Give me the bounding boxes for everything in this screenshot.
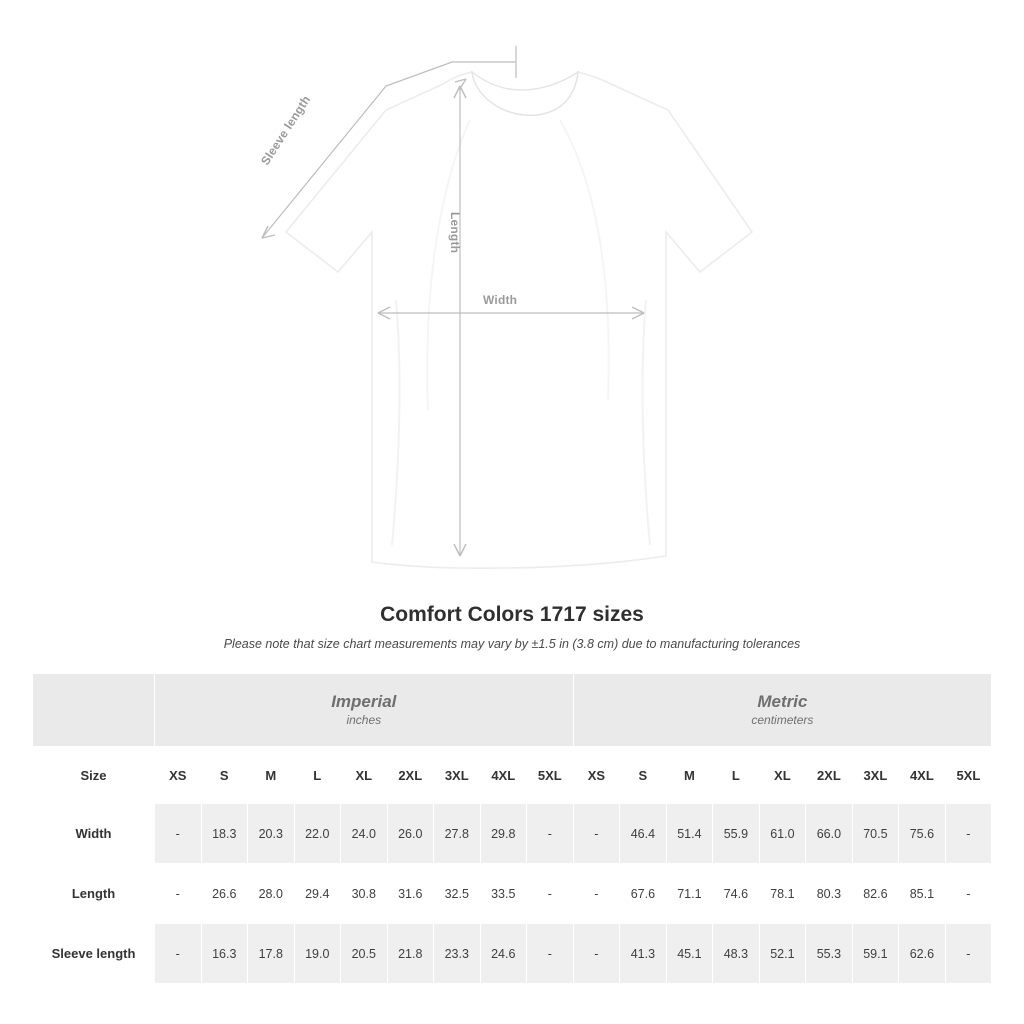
cell-length-imperial-l: 29.4 bbox=[294, 864, 341, 924]
size-col-imperial-s: S bbox=[201, 747, 248, 804]
size-col-imperial-m: M bbox=[248, 747, 295, 804]
cell-sleeve-metric-4xl: 62.6 bbox=[899, 924, 946, 984]
cell-width-imperial-xl: 24.0 bbox=[341, 804, 388, 864]
cell-sleeve-imperial-5xl: - bbox=[527, 924, 574, 984]
cell-width-metric-l: 55.9 bbox=[713, 804, 760, 864]
cell-length-metric-5xl: - bbox=[945, 864, 992, 924]
cell-sleeve-metric-5xl: - bbox=[945, 924, 992, 984]
row-label-width: Width bbox=[33, 804, 155, 864]
cell-width-imperial-4xl: 29.8 bbox=[480, 804, 527, 864]
unit-group-imperial-name: Imperial bbox=[331, 691, 397, 711]
size-col-metric-s: S bbox=[620, 747, 667, 804]
cell-width-imperial-3xl: 27.8 bbox=[434, 804, 481, 864]
cell-sleeve-imperial-m: 17.8 bbox=[248, 924, 295, 984]
cell-length-imperial-2xl: 31.6 bbox=[387, 864, 434, 924]
size-col-metric-xl: XL bbox=[759, 747, 806, 804]
cell-width-metric-2xl: 66.0 bbox=[806, 804, 853, 864]
cell-length-metric-xs: - bbox=[573, 864, 620, 924]
size-col-imperial-xl: XL bbox=[341, 747, 388, 804]
cell-sleeve-imperial-l: 19.0 bbox=[294, 924, 341, 984]
cell-sleeve-metric-l: 48.3 bbox=[713, 924, 760, 984]
cell-length-imperial-xs: - bbox=[155, 864, 202, 924]
size-table-wrap bbox=[32, 673, 992, 984]
cell-length-metric-l: 74.6 bbox=[713, 864, 760, 924]
size-col-metric-5xl: 5XL bbox=[945, 747, 992, 804]
cell-width-metric-xl: 61.0 bbox=[759, 804, 806, 864]
cell-width-metric-xs: - bbox=[573, 804, 620, 864]
size-col-metric-3xl: 3XL bbox=[852, 747, 899, 804]
cell-width-metric-5xl: - bbox=[945, 804, 992, 864]
cell-sleeve-imperial-s: 16.3 bbox=[201, 924, 248, 984]
table-row bbox=[33, 804, 992, 864]
cell-width-metric-s: 46.4 bbox=[620, 804, 667, 864]
cell-sleeve-metric-xs: - bbox=[573, 924, 620, 984]
cell-sleeve-metric-s: 41.3 bbox=[620, 924, 667, 984]
size-col-metric-xs: XS bbox=[573, 747, 620, 804]
cell-width-metric-4xl: 75.6 bbox=[899, 804, 946, 864]
cell-length-metric-xl: 78.1 bbox=[759, 864, 806, 924]
tshirt-shape bbox=[286, 72, 752, 568]
unit-group-metric bbox=[573, 674, 992, 747]
size-header-cell: Size bbox=[33, 747, 155, 804]
cell-width-imperial-l: 22.0 bbox=[294, 804, 341, 864]
cell-sleeve-imperial-3xl: 23.3 bbox=[434, 924, 481, 984]
cell-width-metric-3xl: 70.5 bbox=[852, 804, 899, 864]
size-col-metric-l: L bbox=[713, 747, 760, 804]
size-header-row bbox=[33, 747, 992, 804]
unit-group-imperial bbox=[155, 674, 574, 747]
sleeve-length-label: Sleeve length bbox=[258, 92, 314, 168]
table-row bbox=[33, 924, 992, 984]
size-col-imperial-4xl: 4XL bbox=[480, 747, 527, 804]
cell-width-imperial-s: 18.3 bbox=[201, 804, 248, 864]
cell-sleeve-imperial-xs: - bbox=[155, 924, 202, 984]
unit-group-metric-sub: centimeters bbox=[751, 713, 814, 728]
cell-sleeve-imperial-4xl: 24.6 bbox=[480, 924, 527, 984]
title-block bbox=[0, 603, 1024, 651]
cell-sleeve-metric-3xl: 59.1 bbox=[852, 924, 899, 984]
unit-corner-cell bbox=[33, 674, 155, 747]
cell-length-metric-2xl: 80.3 bbox=[806, 864, 853, 924]
length-label: Length bbox=[448, 212, 462, 254]
cell-length-imperial-4xl: 33.5 bbox=[480, 864, 527, 924]
cell-length-imperial-s: 26.6 bbox=[201, 864, 248, 924]
cell-sleeve-metric-xl: 52.1 bbox=[759, 924, 806, 984]
cell-width-imperial-5xl: - bbox=[527, 804, 574, 864]
size-table bbox=[32, 673, 992, 984]
table-row bbox=[33, 864, 992, 924]
cell-sleeve-metric-m: 45.1 bbox=[666, 924, 713, 984]
width-label: Width bbox=[483, 293, 518, 307]
cell-length-metric-4xl: 85.1 bbox=[899, 864, 946, 924]
cell-width-imperial-m: 20.3 bbox=[248, 804, 295, 864]
size-col-metric-4xl: 4XL bbox=[899, 747, 946, 804]
cell-length-metric-3xl: 82.6 bbox=[852, 864, 899, 924]
size-col-metric-2xl: 2XL bbox=[806, 747, 853, 804]
cell-width-imperial-2xl: 26.0 bbox=[387, 804, 434, 864]
size-col-imperial-l: L bbox=[294, 747, 341, 804]
row-label-length: Length bbox=[33, 864, 155, 924]
size-col-imperial-2xl: 2XL bbox=[387, 747, 434, 804]
row-label-sleeve-length: Sleeve length bbox=[33, 924, 155, 984]
tolerance-note: Please note that size chart measurements may vary by ±1.5 in (3.8 cm) due to manufacturing tolerances bbox=[223, 637, 801, 651]
cell-sleeve-imperial-xl: 20.5 bbox=[341, 924, 388, 984]
cell-length-imperial-m: 28.0 bbox=[248, 864, 295, 924]
size-col-metric-m: M bbox=[666, 747, 713, 804]
cell-width-metric-m: 51.4 bbox=[666, 804, 713, 864]
unit-group-imperial-sub: inches bbox=[346, 713, 382, 728]
size-col-imperial-xs: XS bbox=[155, 747, 202, 804]
cell-length-imperial-5xl: - bbox=[527, 864, 574, 924]
cell-length-imperial-3xl: 32.5 bbox=[434, 864, 481, 924]
size-col-imperial-5xl: 5XL bbox=[527, 747, 574, 804]
page-title: Comfort Colors 1717 sizes bbox=[380, 603, 644, 626]
cell-length-imperial-xl: 30.8 bbox=[341, 864, 388, 924]
size-col-imperial-3xl: 3XL bbox=[434, 747, 481, 804]
cell-width-imperial-xs: - bbox=[155, 804, 202, 864]
cell-length-metric-s: 67.6 bbox=[620, 864, 667, 924]
unit-group-metric-name: Metric bbox=[757, 691, 808, 711]
cell-sleeve-imperial-2xl: 21.8 bbox=[387, 924, 434, 984]
cell-sleeve-metric-2xl: 55.3 bbox=[806, 924, 853, 984]
cell-length-metric-m: 71.1 bbox=[666, 864, 713, 924]
unit-group-row bbox=[33, 674, 992, 747]
